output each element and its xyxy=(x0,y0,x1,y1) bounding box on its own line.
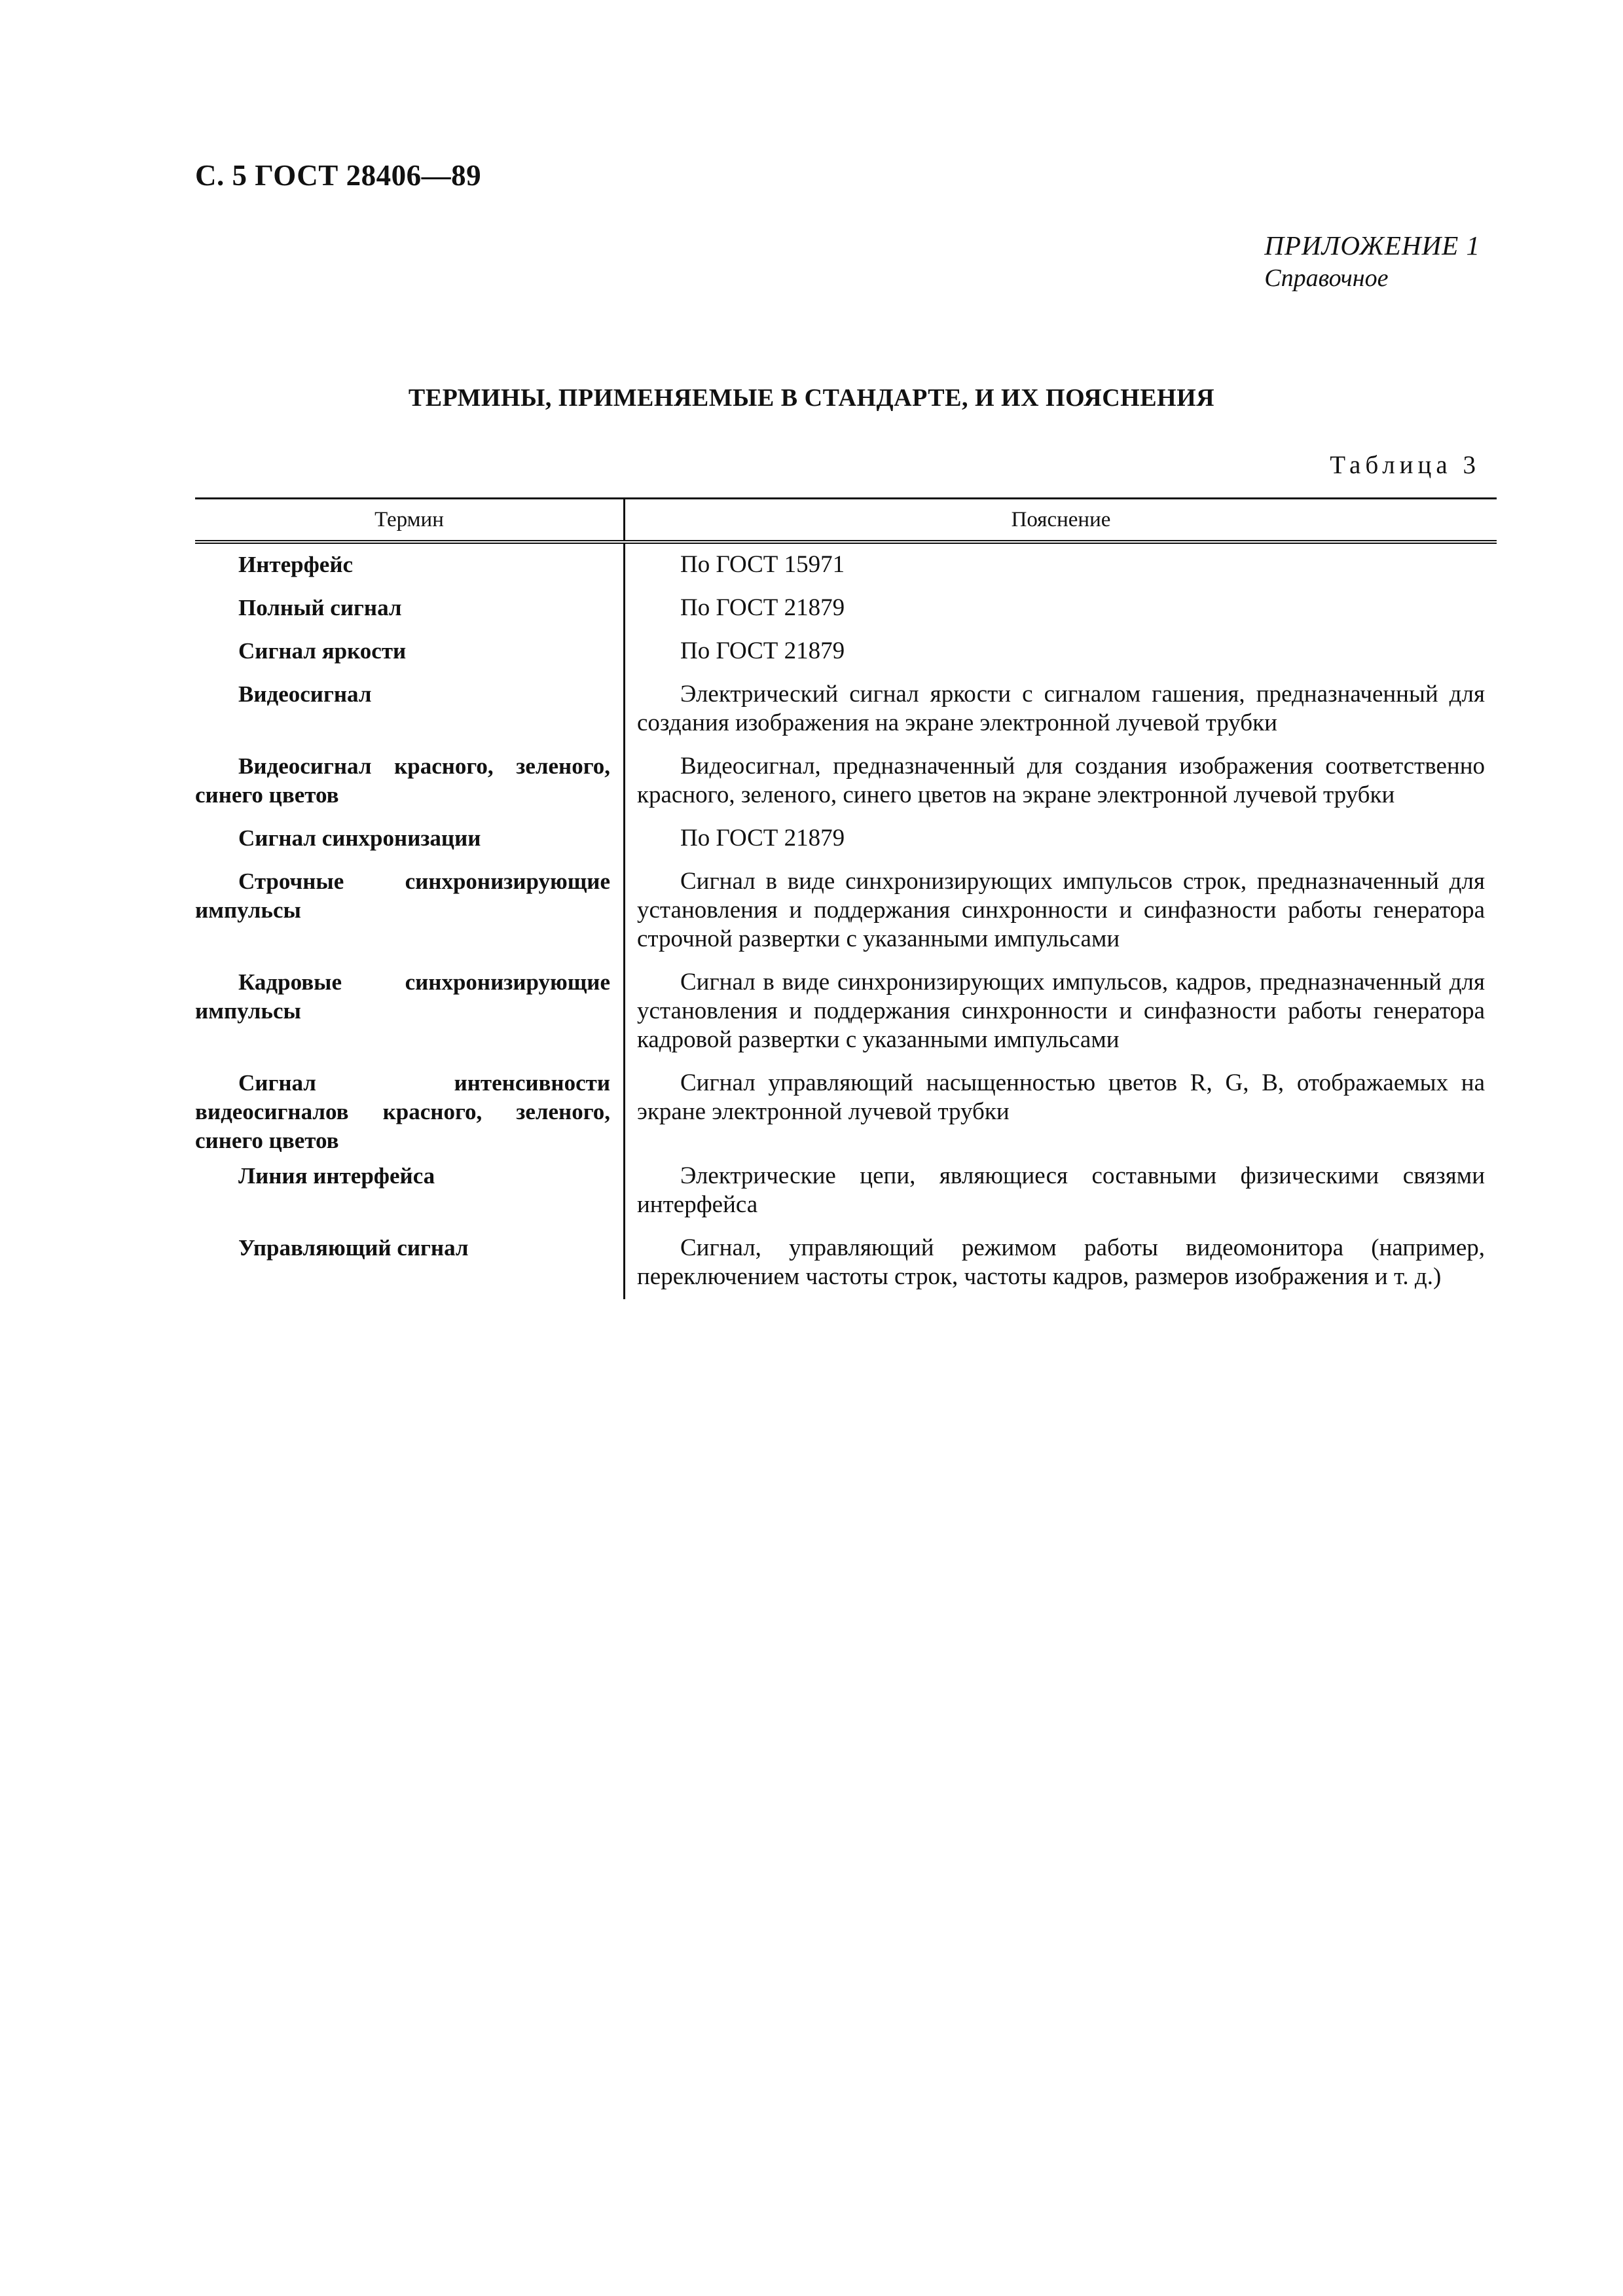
table-row xyxy=(195,1062,1497,1155)
explanation-cell: Электрические цепи, являющиеся составными физическими связями интерфейса xyxy=(623,1155,1497,1227)
table-row xyxy=(195,745,1497,817)
appendix-label: ПРИЛОЖЕНИЕ 1 xyxy=(1264,230,1480,260)
table-row xyxy=(195,1227,1497,1299)
appendix-type: Справочное xyxy=(1264,264,1389,292)
explanation-cell: По ГОСТ 21879 xyxy=(623,817,1497,861)
terms-table xyxy=(195,497,1497,1299)
column-header-term: Термин xyxy=(374,507,444,531)
term-cell: Кадровые синхронизирующие импульсы xyxy=(195,969,610,1024)
term-cell: Видеосигнал xyxy=(238,681,372,707)
explanation-cell: Электрический сигнал яркости с сигналом гашения, предназначенный для создания изображения на экране электронной лучевой трубки xyxy=(623,673,1497,745)
term-cell: Видеосигнал красного, зеленого, синего цветов xyxy=(195,753,610,808)
table-row xyxy=(195,1155,1497,1227)
column-header-explanation: Пояснение xyxy=(623,499,1497,540)
term-cell: Сигнал интенсивности видеосигналов красного, зеленого, синего цветов xyxy=(195,1070,610,1153)
explanation-cell: По ГОСТ 21879 xyxy=(623,587,1497,630)
table-row xyxy=(195,961,1497,1062)
table-row xyxy=(195,544,1497,587)
term-cell: Управляющий сигнал xyxy=(238,1235,469,1261)
term-cell: Сигнал синхронизации xyxy=(238,825,481,851)
explanation-cell: Сигнал управляющий насыщенностью цветов R, G, B, отображаемых на экране электронной лучевой трубки xyxy=(623,1062,1497,1155)
table-row xyxy=(195,630,1497,673)
explanation-cell: Сигнал, управляющий режимом работы видеомонитора (например, переключением частоты строк, частоты кадров, размеров изображения и т. д.) xyxy=(623,1227,1497,1299)
explanation-cell: По ГОСТ 21879 xyxy=(623,630,1497,673)
table-row xyxy=(195,587,1497,630)
table-row xyxy=(195,817,1497,861)
document-title: ТЕРМИНЫ, ПРИМЕНЯЕМЫЕ В СТАНДАРТЕ, И ИХ ПОЯСНЕНИЯ xyxy=(408,384,1215,412)
explanation-cell: По ГОСТ 15971 xyxy=(623,544,1497,587)
term-cell: Полный сигнал xyxy=(238,595,402,620)
table-caption: Таблица 3 xyxy=(1330,451,1480,479)
explanation-cell: Сигнал в виде синхронизирующих импульсов строк, предназначенный для установления и поддержания синхронности и синфазности работы генератора строчной развертки с указанными импульсами xyxy=(623,861,1497,961)
table-body xyxy=(195,544,1497,1299)
table-header xyxy=(195,497,1497,544)
table-row xyxy=(195,673,1497,745)
term-cell: Строчные синхронизирующие импульсы xyxy=(195,869,610,923)
explanation-cell: Видеосигнал, предназначенный для создания изображения соответственно красного, зеленого, синего цветов на экране электронной лучевой трубки xyxy=(623,745,1497,817)
appendix-block xyxy=(1264,229,1480,295)
term-cell: Линия интерфейса xyxy=(238,1163,435,1189)
explanation-cell: Сигнал в виде синхронизирующих импульсов, кадров, предназначенный для установления и поддержания синхронности и синфазности работы генератора кадровой развертки с указанными импульсами xyxy=(623,961,1497,1062)
page-header: С. 5 ГОСТ 28406—89 xyxy=(195,159,482,192)
table-row xyxy=(195,861,1497,961)
term-cell: Интерфейс xyxy=(238,552,354,577)
term-cell: Сигнал яркости xyxy=(238,638,407,664)
